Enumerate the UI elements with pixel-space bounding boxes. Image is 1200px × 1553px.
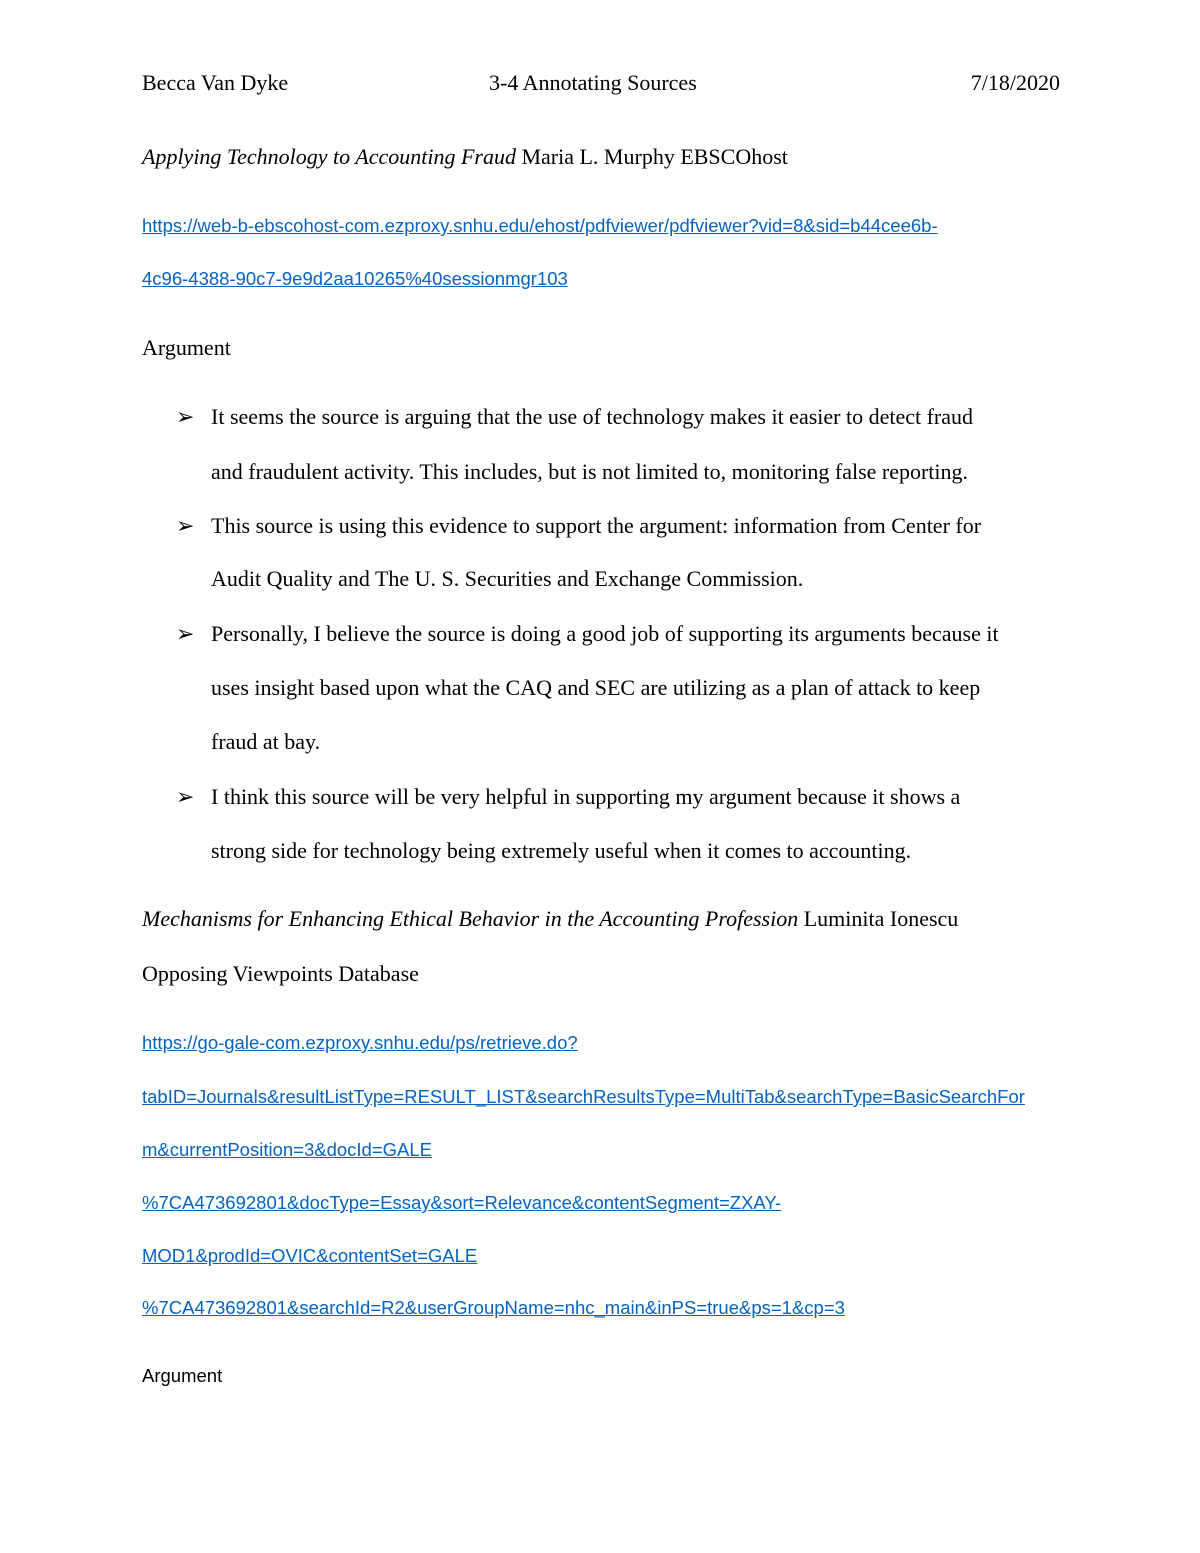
bullet3-line2: uses insight based upon what the CAQ and SEC are utilizing as a plan of attack to keep	[211, 675, 981, 700]
bullet-arrow-icon: ➢	[176, 513, 195, 538]
source2-author: Luminita Ionescu	[798, 906, 959, 931]
bullet1-line2: and fraudulent activity. This includes, but is not limited to, monitoring false reporting.	[211, 459, 969, 484]
source1-argument-heading: Argument	[142, 335, 231, 360]
bullet2-line2: Audit Quality and The U. S. Securities and Exchange Commission.	[211, 566, 804, 591]
bullet-arrow-icon: ➢	[176, 404, 195, 429]
source2-url-line-2[interactable]: tabID=Journals&resultListType=RESULT_LIST&searchResultsType=MultiTab&searchType=BasicSearchFor	[142, 1086, 1025, 1107]
document-title: 3-4 Annotating Sources	[489, 70, 697, 95]
bullet-arrow-icon: ➢	[176, 784, 195, 809]
source1-author: Maria L. Murphy EBSCOhost	[515, 144, 788, 169]
bullet3-line1: Personally, I believe the source is doing a good job of supporting its arguments because it	[211, 621, 999, 646]
source1-title: Applying Technology to Accounting Fraud	[142, 144, 516, 169]
source2-database: Opposing Viewpoints Database	[142, 961, 419, 986]
source2-title: Mechanisms for Enhancing Ethical Behavior in the Accounting Profession	[142, 906, 799, 931]
source2-argument-heading: Argument	[142, 1365, 223, 1386]
bullet4-line1: I think this source will be very helpful in supporting my argument because it shows a	[211, 784, 961, 809]
bullet4-line2: strong side for technology being extremely useful when it comes to accounting.	[211, 838, 912, 863]
source2-url-line-4[interactable]: %7CA473692801&docType=Essay&sort=Relevance&contentSegment=ZXAY-	[142, 1192, 782, 1213]
author-name: Becca Van Dyke	[142, 70, 289, 95]
bullet3-line3: fraud at bay.	[211, 729, 321, 754]
source1-url-line-1[interactable]: https://web-b-ebscohost-com.ezproxy.snhu.edu/ehost/pdfviewer/pdfviewer?vid=8&sid=b44cee6b-	[142, 215, 938, 236]
bullet2-line1: This source is using this evidence to support the argument: information from Center for	[211, 513, 982, 538]
source1-citation	[142, 142, 788, 172]
source1-url-line-2[interactable]: 4c96-4388-90c7-9e9d2aa10265%40sessionmgr103	[142, 268, 568, 289]
bullet1-line1: It seems the source is arguing that the use of technology makes it easier to detect fraud	[211, 404, 974, 429]
source2-url-line-6[interactable]: %7CA473692801&searchId=R2&userGroupName=nhc_main&inPS=true&ps=1&cp=3	[142, 1297, 845, 1318]
source2-url-line-3[interactable]: m&currentPosition=3&docId=GALE	[142, 1139, 432, 1160]
bullet-arrow-icon: ➢	[176, 621, 195, 646]
source2-url-line-5[interactable]: MOD1&prodId=OVIC&contentSet=GALE	[142, 1245, 478, 1266]
source2-url-line-1[interactable]: https://go-gale-com.ezproxy.snhu.edu/ps/retrieve.do?	[142, 1032, 578, 1053]
page-header	[142, 70, 1060, 102]
source2-citation	[142, 904, 958, 934]
document-date: 7/18/2020	[970, 70, 1060, 95]
